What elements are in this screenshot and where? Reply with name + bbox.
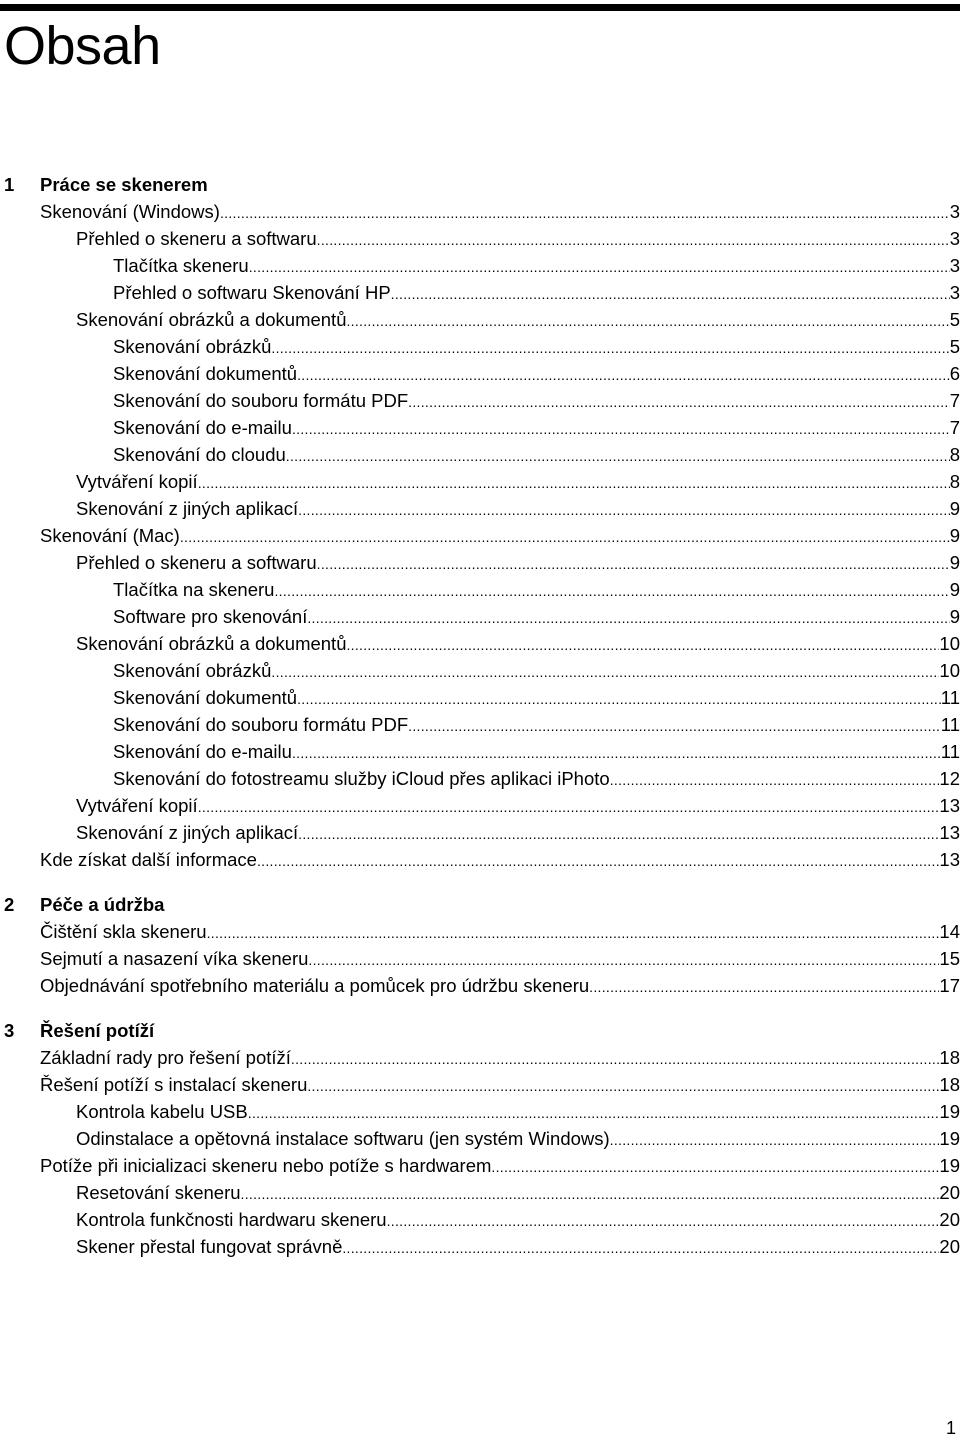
toc-entry[interactable] <box>0 918 960 945</box>
toc-entry[interactable] <box>0 1098 960 1125</box>
toc-entry[interactable] <box>0 225 960 252</box>
toc-entry[interactable] <box>0 972 960 999</box>
dot-leader <box>308 947 939 974</box>
chapter-number: 3 <box>4 1020 15 1041</box>
dot-leader <box>248 1100 940 1127</box>
toc-entry[interactable] <box>0 414 960 441</box>
toc-entry-page: 15 <box>939 948 960 969</box>
toc-entry-label: Skenování z jiných aplikací <box>76 822 299 843</box>
dot-leader <box>391 281 950 308</box>
toc-entry[interactable] <box>0 1071 960 1098</box>
toc-entry[interactable] <box>0 1044 960 1071</box>
toc-entry-page: 11 <box>940 687 960 708</box>
dot-leader <box>387 1208 940 1235</box>
toc-entry-label: Resetování skeneru <box>76 1182 241 1203</box>
dot-leader <box>274 578 949 605</box>
dot-leader <box>271 335 949 362</box>
toc-entry-label: Skenování obrázků <box>113 660 272 681</box>
toc-entry[interactable] <box>0 279 960 306</box>
dot-leader <box>241 1181 940 1208</box>
page-title: Obsah <box>4 16 161 76</box>
chapter-number: 1 <box>4 174 15 195</box>
toc-entry-page: 9 <box>949 525 960 546</box>
toc-entry-label: Skenování do souboru formátu PDF <box>113 390 409 411</box>
dot-leader <box>610 1127 940 1154</box>
toc-entry-page: 3 <box>949 201 960 222</box>
toc-entry-label: Skenování do souboru formátu PDF <box>113 714 409 735</box>
toc-entry-page: 18 <box>939 1047 960 1068</box>
toc-entry-label: Vytváření kopií <box>76 795 198 816</box>
dot-leader <box>589 974 939 1001</box>
toc-entry-label: Řešení potíží s instalací skeneru <box>40 1074 308 1095</box>
chapter-title: Řešení potíží <box>40 1020 155 1041</box>
toc-entry-page: 9 <box>949 552 960 573</box>
toc-entry-page: 19 <box>939 1128 960 1149</box>
dot-leader <box>297 362 950 389</box>
chapter-heading[interactable] <box>0 171 960 198</box>
dot-leader <box>198 470 950 497</box>
toc-entry[interactable] <box>0 1152 960 1179</box>
dot-leader <box>286 443 950 470</box>
toc-entry-page: 19 <box>939 1155 960 1176</box>
toc-entry-page: 9 <box>949 606 960 627</box>
toc-entry-page: 19 <box>939 1101 960 1122</box>
dot-leader <box>220 200 950 227</box>
table-of-contents <box>0 171 960 1260</box>
toc-entry-page: 13 <box>939 849 960 870</box>
toc-entry-label: Kontrola kabelu USB <box>76 1101 248 1122</box>
toc-entry[interactable] <box>0 765 960 792</box>
toc-entry-page: 14 <box>939 921 960 942</box>
dot-leader <box>298 497 950 524</box>
toc-entry[interactable] <box>0 441 960 468</box>
dot-leader <box>298 821 939 848</box>
chapter-spacer <box>0 999 960 1017</box>
page-number: 1 <box>945 1418 956 1438</box>
toc-entry[interactable] <box>0 522 960 549</box>
toc-entry[interactable] <box>0 684 960 711</box>
toc-entry-page: 5 <box>949 336 960 357</box>
toc-entry-page: 3 <box>949 282 960 303</box>
chapter-title: Péče a údržba <box>40 894 165 915</box>
toc-entry-page: 20 <box>939 1182 960 1203</box>
toc-entry[interactable] <box>0 198 960 225</box>
dot-leader <box>408 389 950 416</box>
dot-leader <box>292 416 950 443</box>
toc-entry[interactable] <box>0 1125 960 1152</box>
toc-entry[interactable] <box>0 387 960 414</box>
toc-entry-label: Potíže při inicializaci skeneru nebo potíže s hardwarem <box>40 1155 492 1176</box>
toc-entry-label: Skenování do cloudu <box>113 444 286 465</box>
toc-entry[interactable] <box>0 657 960 684</box>
chapter-title: Práce se skenerem <box>40 174 208 195</box>
toc-entry-label: Kontrola funkčnosti hardwaru skeneru <box>76 1209 387 1230</box>
dot-leader <box>198 794 940 821</box>
toc-entry[interactable] <box>0 945 960 972</box>
dot-leader <box>610 767 940 794</box>
toc-entry[interactable] <box>0 603 960 630</box>
dot-leader <box>317 227 950 254</box>
toc-entry[interactable] <box>0 360 960 387</box>
toc-entry-label: Skenování (Mac) <box>40 525 180 546</box>
toc-entry-label: Software pro skenování <box>113 606 308 627</box>
chapter-spacer <box>0 873 960 891</box>
toc-entry-label: Objednávání spotřebního materiálu a pomůcek pro údržbu skeneru <box>40 975 590 996</box>
toc-entry[interactable] <box>0 792 960 819</box>
toc-entry-page: 11 <box>940 741 960 762</box>
toc-entry-label: Skenování do fotostreamu služby iCloud přes aplikaci iPhoto <box>113 768 610 789</box>
toc-entry-page: 7 <box>949 417 960 438</box>
toc-entry-page: 17 <box>939 975 960 996</box>
toc-entry[interactable] <box>0 630 960 657</box>
toc-entry-page: 10 <box>939 660 960 681</box>
toc-entry-label: Skenování z jiných aplikací <box>76 498 299 519</box>
toc-entry-label: Základní rady pro řešení potíží <box>40 1047 291 1068</box>
toc-entry-label: Skenování dokumentů <box>113 687 298 708</box>
toc-entry-page: 9 <box>949 498 960 519</box>
top-rule <box>0 4 960 11</box>
toc-entry-page: 13 <box>939 822 960 843</box>
toc-entry-label: Přehled o skeneru a softwaru <box>76 552 317 573</box>
toc-entry-label: Kde získat další informace <box>40 849 257 870</box>
toc-entry-label: Skenování obrázků a dokumentů <box>76 309 347 330</box>
toc-entry-label: Odinstalace a opětovná instalace softwaru (jen systém Windows) <box>76 1128 610 1149</box>
toc-entry-label: Vytváření kopií <box>76 471 198 492</box>
toc-entry-page: 11 <box>940 714 960 735</box>
toc-entry-label: Skenování (Windows) <box>40 201 220 222</box>
toc-entry-label: Skenování dokumentů <box>113 363 298 384</box>
toc-entry-label: Tlačítka na skeneru <box>113 579 275 600</box>
toc-entry-page: 3 <box>949 228 960 249</box>
toc-entry-label: Skenování obrázků <box>113 336 272 357</box>
toc-entry-page: 18 <box>939 1074 960 1095</box>
toc-entry[interactable] <box>0 468 960 495</box>
toc-entry-page: 12 <box>939 768 960 789</box>
dot-leader <box>207 920 940 947</box>
toc-entry-page: 5 <box>949 309 960 330</box>
dot-leader <box>317 551 950 578</box>
toc-entry[interactable] <box>0 1206 960 1233</box>
dot-leader <box>291 1046 940 1073</box>
toc-entry-label: Sejmutí a nasazení víka skeneru <box>40 948 309 969</box>
toc-entry[interactable] <box>0 252 960 279</box>
toc-entry-page: 20 <box>939 1209 960 1230</box>
toc-entry-label: Přehled o skeneru a softwaru <box>76 228 317 249</box>
toc-entry-page: 8 <box>949 444 960 465</box>
dot-leader <box>307 1073 939 1100</box>
toc-entry-label: Čištění skla skeneru <box>40 921 207 942</box>
toc-entry-label: Přehled o softwaru Skenování HP <box>113 282 391 303</box>
dot-leader <box>346 308 949 335</box>
toc-entry-label: Tlačítka skeneru <box>113 255 249 276</box>
toc-entry[interactable] <box>0 495 960 522</box>
toc-entry-page: 9 <box>949 579 960 600</box>
toc-entry[interactable] <box>0 819 960 846</box>
chapter-heading[interactable] <box>0 891 960 918</box>
dot-leader <box>408 713 941 740</box>
dot-leader <box>249 254 950 281</box>
toc-entry-page: 20 <box>939 1236 960 1257</box>
toc-entry[interactable] <box>0 306 960 333</box>
dot-leader <box>307 605 949 632</box>
toc-entry[interactable] <box>0 1179 960 1206</box>
toc-entry-label: Skenování do e-mailu <box>113 741 292 762</box>
toc-entry[interactable] <box>0 1233 960 1260</box>
toc-entry-page: 8 <box>949 471 960 492</box>
toc-entry[interactable] <box>0 333 960 360</box>
chapter-heading[interactable] <box>0 1017 960 1044</box>
toc-entry-page: 3 <box>949 255 960 276</box>
dot-leader <box>297 686 941 713</box>
toc-entry-label: Skener přestal fungovat správně <box>76 1236 343 1257</box>
chapter-number: 2 <box>4 894 15 915</box>
toc-entry-page: 13 <box>939 795 960 816</box>
toc-entry[interactable] <box>0 711 960 738</box>
dot-leader <box>342 1235 939 1262</box>
toc-entry-page: 6 <box>949 363 960 384</box>
toc-entry[interactable] <box>0 549 960 576</box>
toc-entry[interactable] <box>0 576 960 603</box>
toc-entry-page: 10 <box>939 633 960 654</box>
toc-entry-label: Skenování obrázků a dokumentů <box>76 633 347 654</box>
toc-entry[interactable] <box>0 738 960 765</box>
dot-leader <box>180 524 950 551</box>
toc-entry-page: 7 <box>949 390 960 411</box>
toc-entry-label: Skenování do e-mailu <box>113 417 292 438</box>
toc-entry[interactable] <box>0 846 960 873</box>
dot-leader <box>292 740 941 767</box>
dot-leader <box>271 659 939 686</box>
dot-leader <box>257 848 939 875</box>
dot-leader <box>346 632 939 659</box>
dot-leader <box>491 1154 939 1181</box>
